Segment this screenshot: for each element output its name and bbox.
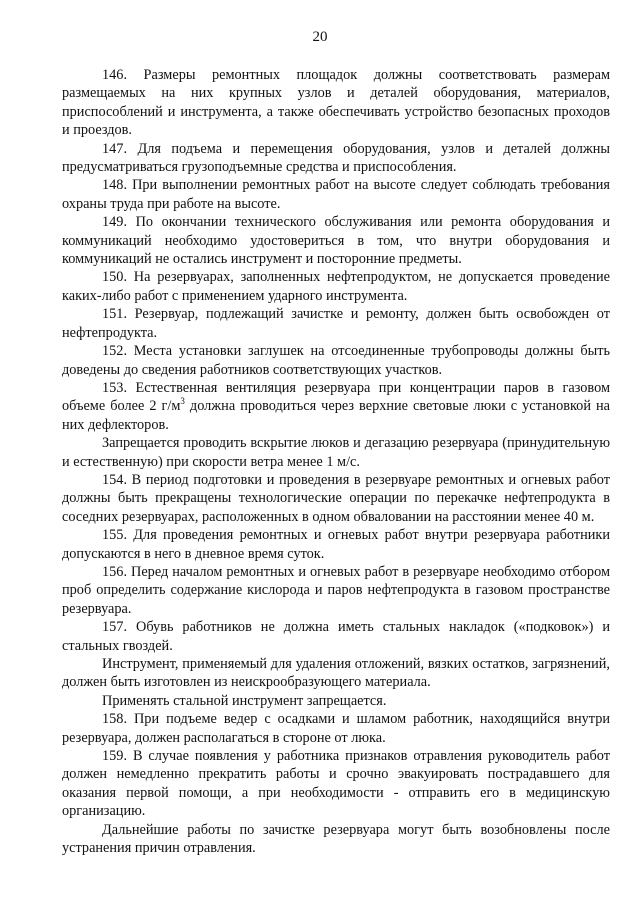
paragraph-148: 148. При выполнении ремонтных работ на высоте следует соблюдать требования охраны труда при работе на высоте. bbox=[62, 177, 610, 212]
paragraph-157-tools: Инструмент, применяемый для удаления отложений, вязких остатков, загрязнений, должен быть изготовлен из неискрообразующего материала. bbox=[62, 656, 610, 691]
paragraph-147: 147. Для подъема и перемещения оборудования, узлов и деталей должны предусматриваться грузоподъемные средства и приспособления. bbox=[62, 140, 610, 176]
paragraph-149: 149. По окончании технического обслуживания или ремонта оборудования и коммуникаций необходимо удостовериться в том, что внутри оборудования и коммуникаций не остались инструмент и посторонние предметы. bbox=[62, 214, 610, 268]
paragraph-153-text: 153. Естественная вентиляция резервуара при концентрации паров в газовом объеме более 2 г/м bbox=[62, 379, 610, 415]
paragraph-155: 155. Для проведения ремонтных и огневых работ внутри резервуара работники допускаются в него в дневное время суток. bbox=[62, 527, 610, 562]
paragraph-150: 150. На резервуарах, заполненных нефтепродуктом, не допускается проведение каких-либо работ с применением ударного инструмента. bbox=[62, 269, 610, 304]
paragraph-158: 158. При подъеме ведер с осадками и шламом работник, находящийся внутри резервуара, должен располагаться в стороне от люка. bbox=[62, 711, 610, 746]
paragraph-157-steel: Применять стальной инструмент запрещается. bbox=[102, 692, 387, 709]
paragraph-154: 154. В период подготовки и проведения в резервуаре ремонтных и огневых работ должны быть прекращены технологические операции по перекачке нефтепродукта в соседних резервуарах, расположенных в одном обваловании на расстоянии менее 40 м. bbox=[62, 471, 610, 525]
paragraph-151: 151. Резервуар, подлежащий зачистке и ремонту, должен быть освобожден от нефтепродукта. bbox=[62, 306, 610, 341]
paragraph-156: 156. Перед началом ремонтных и огневых работ в резервуаре необходимо отбором проб определить содержание кислорода и паров нефтепродукта в газовом пространстве резервуара. bbox=[62, 563, 610, 617]
paragraph-159-resume: Дальнейшие работы по зачистке резервуара могут быть возобновлены после устранения причин отравления. bbox=[62, 821, 610, 857]
paragraph-153 bbox=[62, 379, 610, 434]
paragraph-159: 159. В случае появления у работника признаков отравления руководитель работ должен немедленно прекратить работы и срочно эвакуировать пострадавшего для оказания первой помощи, а при необходимости - отправить его в медицинскую организацию. bbox=[62, 748, 610, 820]
paragraph-152: 152. Места установки заглушек на отсоединенные трубопроводы должны быть доведены до сведения работников соответствующих участков. bbox=[62, 343, 610, 378]
document-body bbox=[62, 66, 610, 857]
page-number: 20 bbox=[312, 29, 328, 45]
paragraph-153-text-end: должна проводиться через верхние световые люки с установкой на них дефлекторов. bbox=[62, 398, 611, 433]
paragraph-157: 157. Обувь работников не должна иметь стальных накладок («подковок») и стальных гвоздей. bbox=[62, 619, 610, 654]
superscript-3: 3 bbox=[180, 396, 185, 407]
paragraph-153-prohibition: Запрещается проводить вскрытие люков и дегазацию резервуара (принудительную и естественную) при скорости ветра менее 1 м/с. bbox=[62, 435, 610, 470]
paragraph-146: 146. Размеры ремонтных площадок должны соответствовать размерам размещаемых на них крупных узлов и деталей оборудования, материалов, приспособлений и инструмента, а также обеспечивать устройство безопасных проходов и проездов. bbox=[62, 67, 610, 139]
